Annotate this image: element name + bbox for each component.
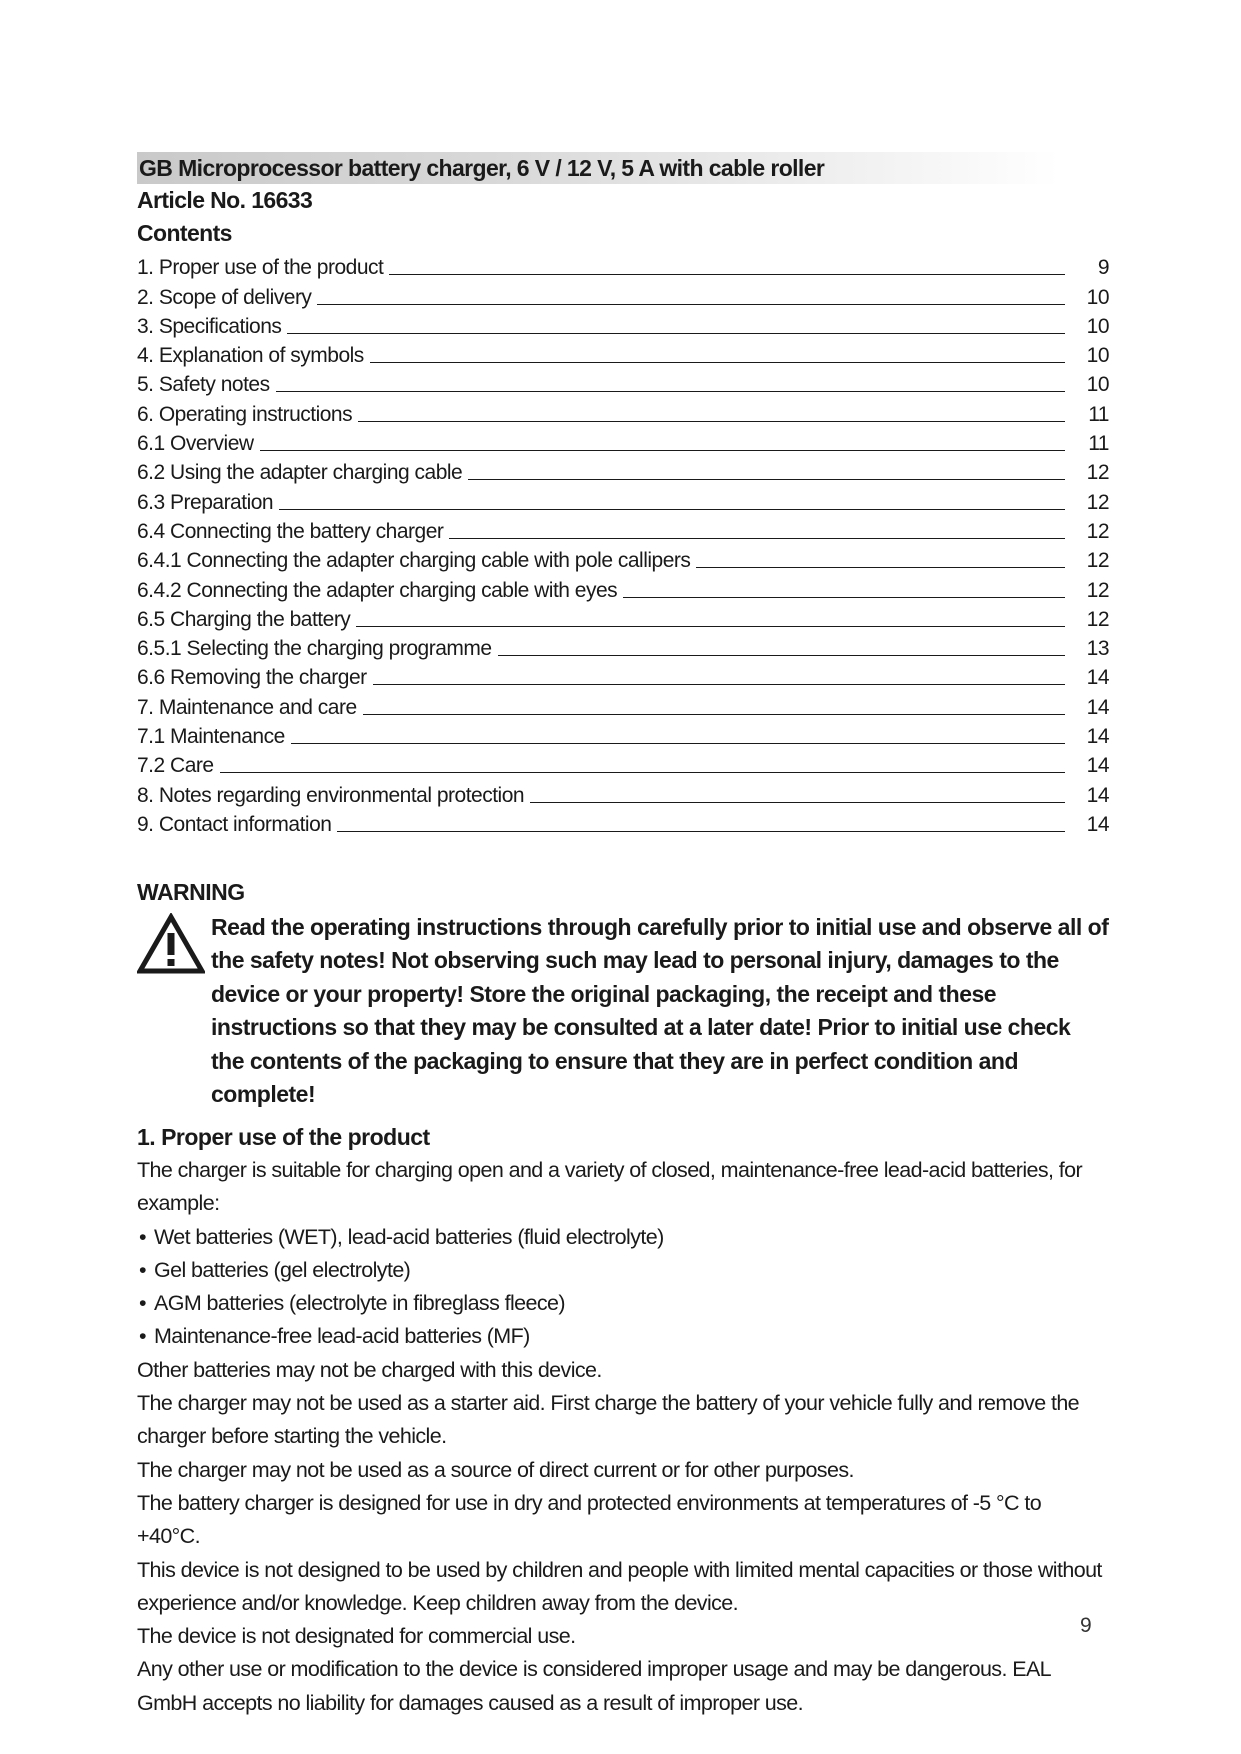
toc-label: 6.4.2 Connecting the adapter charging cable with eyes	[137, 578, 618, 602]
toc-label: 6.6 Removing the charger	[137, 666, 367, 690]
toc-label: 7. Maintenance and care	[137, 695, 357, 719]
toc-label: 4. Explanation of symbols	[137, 344, 364, 368]
toc-leader-line	[358, 421, 1065, 422]
toc-label: 6.4.1 Connecting the adapter charging cable with pole callipers	[137, 549, 691, 573]
toc-entry	[137, 251, 1109, 280]
toc-entry	[137, 808, 1109, 837]
toc-page-number: 11	[1088, 402, 1109, 426]
toc-page-number: 9	[1097, 256, 1109, 280]
table-of-contents	[137, 251, 1109, 837]
toc-page-number: 12	[1086, 519, 1109, 543]
toc-entry	[137, 661, 1109, 690]
bullet-icon: •	[139, 1224, 146, 1249]
toc-page-number: 14	[1086, 783, 1109, 807]
toc-label: 2. Scope of delivery	[137, 285, 312, 309]
contents-heading: Contents	[137, 220, 232, 246]
toc-leader-line	[260, 450, 1065, 451]
warning-triangle-icon	[137, 911, 211, 1112]
toc-label: 9. Contact information	[137, 812, 332, 836]
toc-entry	[137, 368, 1109, 397]
toc-leader-line	[696, 567, 1065, 568]
toc-leader-line	[363, 714, 1065, 715]
paragraph: This device is not designed to be used by children and people with limited mental capacities or those without experience and/or knowledge. Keep children away from the device.	[137, 1557, 1102, 1615]
paragraph: The battery charger is designed for use in dry and protected environments at temperatures of -5 °C to +40°C.	[137, 1490, 1042, 1549]
toc-leader-line	[356, 626, 1065, 627]
battery-type-list	[137, 1221, 1109, 1354]
section-heading: 1. Proper use of the product	[137, 1123, 430, 1150]
toc-label: 7.1 Maintenance	[137, 725, 285, 749]
toc-leader-line	[317, 304, 1065, 305]
section-intro: The charger is suitable for charging open and a variety of closed, maintenance-free lead-acid batteries, for example:	[137, 1157, 1083, 1216]
paragraph: The charger may not be used as a starter aid. First charge the battery of your vehicle fully and remove the charger before starting the vehicle.	[137, 1391, 1080, 1449]
toc-page-number: 10	[1086, 373, 1109, 397]
toc-page-number: 14	[1086, 725, 1109, 749]
toc-leader-line	[276, 391, 1065, 392]
toc-leader-line	[337, 831, 1065, 832]
toc-leader-line	[287, 333, 1065, 334]
toc-entry	[137, 720, 1109, 749]
toc-page-number: 14	[1086, 695, 1109, 719]
toc-page-number: 12	[1086, 490, 1109, 514]
toc-label: 1. Proper use of the product	[137, 256, 384, 280]
toc-label: 6.1 Overview	[137, 432, 254, 456]
list-item-text: AGM batteries (electrolyte in fibreglass fleece)	[154, 1291, 565, 1316]
toc-leader-line	[468, 479, 1065, 480]
section-body	[137, 1354, 1109, 1720]
toc-leader-line	[498, 655, 1065, 656]
toc-leader-line	[291, 743, 1065, 744]
warning-block	[137, 911, 1109, 1112]
toc-page-number: 11	[1088, 432, 1109, 456]
toc-page-number: 13	[1086, 637, 1109, 661]
toc-label: 6. Operating instructions	[137, 402, 353, 426]
list-item	[137, 1287, 1109, 1320]
toc-entry	[137, 603, 1109, 632]
toc-entry	[137, 632, 1109, 661]
toc-page-number: 12	[1086, 461, 1109, 485]
toc-label: 6.3 Preparation	[137, 490, 274, 514]
toc-label: 6.5 Charging the battery	[137, 607, 351, 631]
toc-entry	[137, 339, 1109, 368]
paragraph: The device is not designated for commercial use.	[137, 1624, 576, 1649]
toc-leader-line	[449, 538, 1065, 539]
toc-page-number: 10	[1086, 344, 1109, 368]
toc-page-number: 14	[1086, 812, 1109, 836]
warning-text: Read the operating instructions through carefully prior to initial use and observe all of the safety notes! Not observing such may lead to personal injury, damages to the device or your property! Store the original packaging, the receipt and these instructions so that they may be consulted at a later date! Prior to initial use check the contents of the packaging to ensure that they are in perfect condition and complete!	[211, 913, 1109, 1108]
toc-page-number: 10	[1086, 285, 1109, 309]
list-item-text: Wet batteries (WET), lead-acid batteries (fluid electrolyte)	[154, 1224, 664, 1249]
toc-label: 3. Specifications	[137, 314, 282, 338]
toc-leader-line	[373, 684, 1065, 685]
toc-label: 5. Safety notes	[137, 373, 270, 397]
toc-page-number: 12	[1086, 607, 1109, 631]
toc-page-number: 12	[1086, 549, 1109, 573]
toc-page-number: 10	[1086, 314, 1109, 338]
document-page	[137, 152, 1109, 1720]
toc-leader-line	[623, 597, 1065, 598]
toc-entry	[137, 573, 1109, 602]
toc-page-number: 14	[1086, 666, 1109, 690]
toc-label: 8. Notes regarding environmental protection	[137, 783, 525, 807]
list-item	[137, 1221, 1109, 1254]
bullet-icon: •	[139, 1257, 146, 1282]
toc-label: 6.2 Using the adapter charging cable	[137, 461, 463, 485]
page-number: 9	[1080, 1614, 1092, 1637]
toc-page-number: 14	[1086, 754, 1109, 778]
toc-leader-line	[279, 509, 1065, 510]
toc-leader-line	[530, 802, 1065, 803]
toc-entry	[137, 544, 1109, 573]
toc-entry	[137, 778, 1109, 807]
paragraph: Other batteries may not be charged with this device.	[137, 1357, 602, 1382]
toc-label: 6.5.1 Selecting the charging programme	[137, 637, 492, 661]
list-item	[137, 1254, 1109, 1287]
article-number: Article No. 16633	[137, 187, 313, 213]
toc-page-number: 12	[1086, 578, 1109, 602]
paragraph: Any other use or modification to the device is considered improper usage and may be dangerous. EAL GmbH accepts no liability for damages caused as a result of improper use.	[137, 1657, 1051, 1715]
toc-entry	[137, 280, 1109, 309]
document-title: GB Microprocessor battery charger, 6 V / 12 V, 5 A with cable roller	[137, 152, 1059, 184]
bullet-icon: •	[139, 1324, 146, 1349]
bullet-icon: •	[139, 1291, 146, 1316]
toc-entry	[137, 485, 1109, 514]
toc-leader-line	[220, 772, 1065, 773]
toc-leader-line	[389, 274, 1065, 275]
toc-entry	[137, 456, 1109, 485]
toc-entry	[137, 397, 1109, 426]
list-item-text: Maintenance-free lead-acid batteries (MF)	[154, 1324, 530, 1349]
toc-leader-line	[370, 362, 1065, 363]
toc-label: 7.2 Care	[137, 754, 214, 778]
toc-entry	[137, 310, 1109, 339]
toc-entry	[137, 749, 1109, 778]
list-item	[137, 1320, 1109, 1353]
toc-entry	[137, 515, 1109, 544]
toc-label: 6.4 Connecting the battery charger	[137, 519, 444, 543]
list-item-text: Gel batteries (gel electrolyte)	[154, 1257, 411, 1282]
warning-heading: WARNING	[137, 878, 245, 905]
paragraph: The charger may not be used as a source of direct current or for other purposes.	[137, 1457, 854, 1482]
toc-entry	[137, 690, 1109, 719]
toc-entry	[137, 427, 1109, 456]
